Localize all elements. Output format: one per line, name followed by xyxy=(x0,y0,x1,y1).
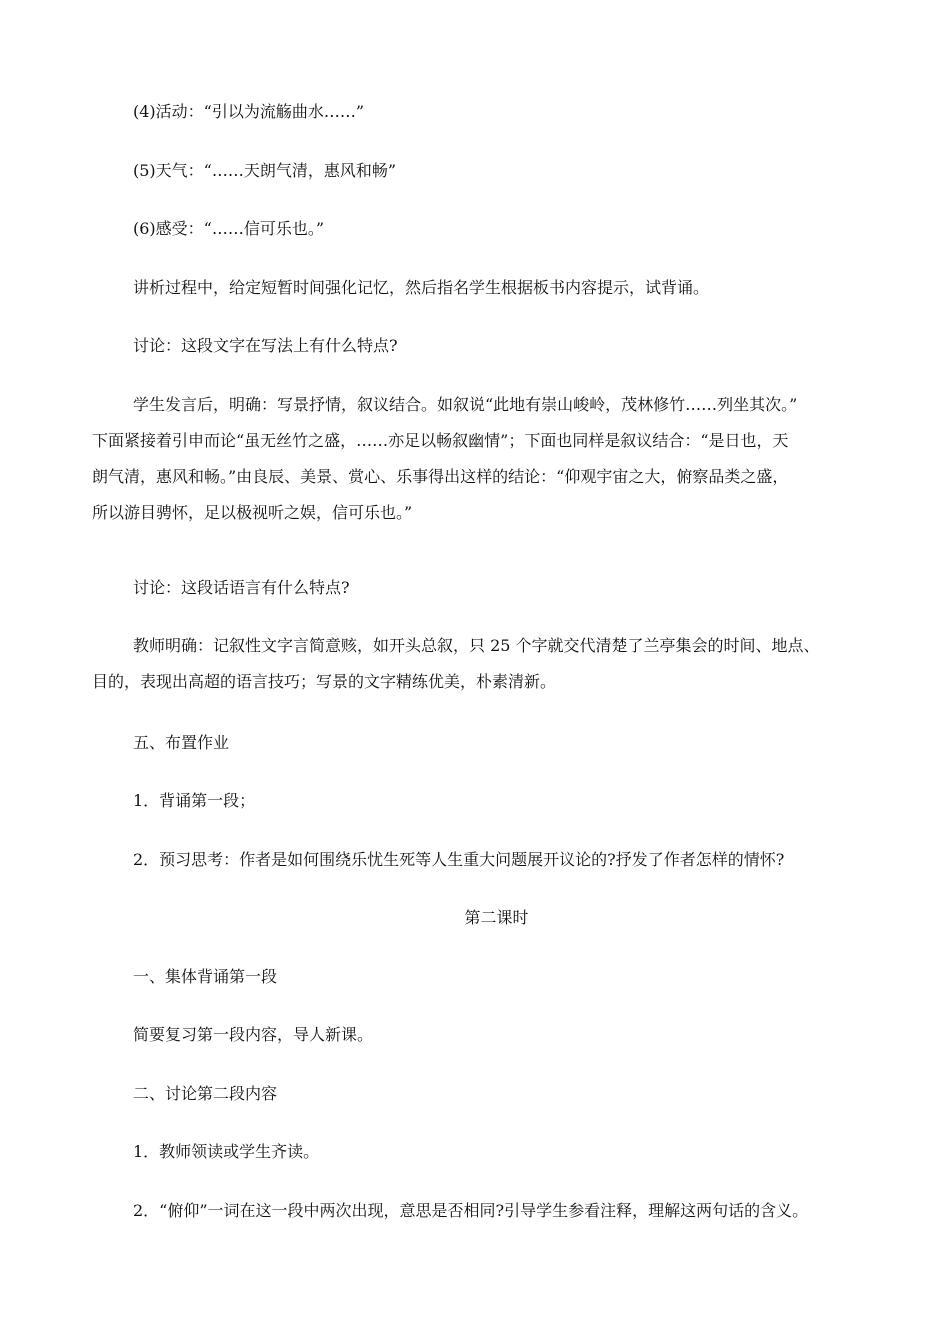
line-explanation: 讲析过程中，给定短暂时间强化记忆，然后指名学生根据板书内容提示，试背诵。 xyxy=(133,278,710,297)
line-weather: (5)天气：“……天朗气清，惠风和畅” xyxy=(133,161,397,180)
paragraph-line: 目的，表现出高超的语言技巧；写景的文字精练优美，朴素清新。 xyxy=(92,672,557,691)
line-discussion-writing: 讨论：这段文字在写法上有什么特点? xyxy=(133,336,398,355)
paragraph-writing-features xyxy=(92,387,858,531)
paragraph-line: 教师明确：记叙性文字言简意赅，如开头总叙，只 25 个字就交代清楚了兰亭集会的时间、地点、 xyxy=(133,636,820,655)
section-discuss-second: 二、讨论第二段内容 xyxy=(133,1084,278,1103)
paragraph-line: 下面紧接着引申而论“虽无丝竹之盛，……亦足以畅叙幽情”；下面也同样是叙议结合：“是日也，天 xyxy=(92,431,789,450)
paragraph-line: 所以游目骋怀，足以极视听之娱，信可乐也。” xyxy=(92,503,413,522)
paragraph-line: 朗气清，惠风和畅。”由良辰、美景、赏心、乐事得出这样的结论：“仰观宇宙之大，俯察品类之盛， xyxy=(92,467,789,486)
paragraph-language-features xyxy=(92,628,858,700)
discuss-item-1: 1．教师领读或学生齐读。 xyxy=(133,1142,320,1161)
paragraph-line: 学生发言后，明确：写景抒情，叙议结合。如叙说“此地有崇山峻岭，茂林修竹……列坐其次。” xyxy=(133,395,798,414)
line-review: 简要复习第一段内容，导人新课。 xyxy=(133,1025,374,1044)
discuss-item-2: 2．“俯仰”一词在这一段中两次出现，意思是否相同?引导学生参看注释，理解这两句话的含义。 xyxy=(133,1201,809,1220)
lesson-heading: 第二课时 xyxy=(464,908,529,927)
homework-item-2: 2．预习思考：作者是如何围绕乐忧生死等人生重大问题展开议论的?抒发了作者怎样的情怀? xyxy=(133,850,785,869)
section-recite: 一、集体背诵第一段 xyxy=(133,967,278,986)
homework-item-1: 1．背诵第一段； xyxy=(133,791,256,810)
line-discussion-language: 讨论：这段话语言有什么特点? xyxy=(133,578,350,597)
section-homework: 五、布置作业 xyxy=(133,733,230,752)
line-feeling: (6)感受：“……信可乐也。” xyxy=(133,219,325,238)
line-activity: (4)活动：“引以为流觞曲水……” xyxy=(133,102,365,121)
